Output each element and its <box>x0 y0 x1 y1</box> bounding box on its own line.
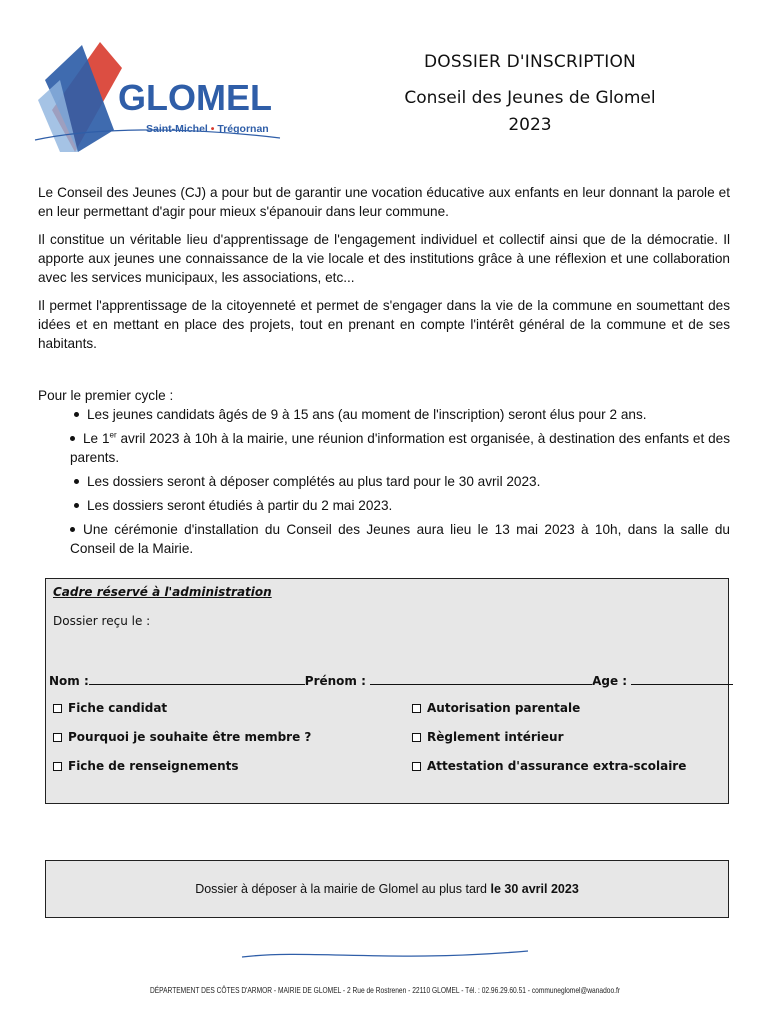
checkbox-icon[interactable] <box>412 704 421 713</box>
bullet-icon <box>74 479 79 484</box>
checkbox-icon[interactable] <box>53 704 62 713</box>
intro-paragraph-1: Le Conseil des Jeunes (CJ) a pour but de garantir une vocation éducative aux enfants en leur donnant la parole et en leur permettant d'agir pour mieux s'épanouir dans leur commune. <box>38 185 730 219</box>
logo-name: GLOMEL <box>118 77 272 118</box>
received-date-label: Dossier reçu le : <box>53 614 151 628</box>
intro-paragraph-3: Il permet l'apprentissage de la citoyenneté et permet de s'engager dans la vie de la commune en soumettant des idées et en mettant en place des projets, tout en prenant en compte l'intérêt général de la commune et de ses habitants. <box>38 298 730 351</box>
bullet-icon <box>74 412 79 417</box>
logo-subtitle-left: Saint-Michel <box>146 123 208 135</box>
checklist-item-attestation[interactable]: Attestation d'assurance extra-scolaire <box>412 759 686 773</box>
prenom-label: Prénom : <box>304 674 366 688</box>
footer-contact: DÉPARTEMENT DES CÔTES D'ARMOR - MAIRIE DE GLOMEL - 2 Rue de Rostrenen - 22110 GLOMEL - Tél. : 02.96.29.60.51 - communeglomel@wanadoo.fr <box>149 985 621 995</box>
list-item: Une cérémonie d'installation du Conseil des Jeunes aura lieu le 13 mai 2023 à 10h, dans la salle du Conseil de la Mairie. <box>70 522 730 556</box>
cycle-list <box>70 405 730 563</box>
deadline-notice: Dossier à déposer à la mairie de Glomel au plus tard le 30 avril 2023 <box>45 860 729 918</box>
glomel-logo <box>30 40 300 155</box>
logo-subtitle-sep: • <box>210 123 215 135</box>
age-field[interactable] <box>631 672 733 685</box>
decorative-wave <box>240 945 530 967</box>
age-label: Age : <box>592 674 628 688</box>
checkbox-icon[interactable] <box>53 762 62 771</box>
checklist-item-pourquoi[interactable]: Pourquoi je souhaite être membre ? <box>53 730 311 744</box>
list-item: Les dossiers seront étudiés à partir du 2 mai 2023. <box>74 496 730 515</box>
nom-label: Nom : <box>49 674 89 688</box>
bullet-icon <box>70 436 75 441</box>
checklist-item-autorisation[interactable]: Autorisation parentale <box>412 701 580 715</box>
bullet-icon <box>74 503 79 508</box>
svg-text:Saint-Michel • Trégorn <box>146 123 269 135</box>
checklist-item-fiche-candidat[interactable]: Fiche candidat <box>53 701 167 715</box>
intro-paragraph-2: Il constitue un véritable lieu d'apprentissage de l'engagement individuel et collectif ainsi que de la démocratie. Il apporte aux jeunes une connaissance de la vie locale et des institutions grâce à une réflexion et une collaboration avec les services municipaux, les associations, etc... <box>38 232 730 285</box>
checklist-item-fiche-renseignements[interactable]: Fiche de renseignements <box>53 759 239 773</box>
logo-subtitle-right: Trégornan <box>217 123 269 135</box>
prenom-field[interactable] <box>370 672 592 685</box>
checkbox-icon[interactable] <box>412 733 421 742</box>
admin-title: Cadre réservé à l'administration <box>53 585 272 599</box>
list-item: Les jeunes candidats âgés de 9 à 15 ans (au moment de l'inscription) seront élus pour 2 ans. <box>74 405 730 424</box>
nom-field[interactable] <box>89 672 305 685</box>
list-item: Le 1er avril 2023 à 10h à la mairie, une réunion d'information est organisée, à destination des enfants et des parents. <box>70 430 730 465</box>
checklist-item-reglement[interactable]: Règlement intérieur <box>412 730 563 744</box>
document-title: DOSSIER D'INSCRIPTION <box>424 52 636 72</box>
checkbox-icon[interactable] <box>412 762 421 771</box>
identity-fields <box>49 672 733 688</box>
bullet-icon <box>70 527 75 532</box>
list-item: Les dossiers seront à déposer complétés au plus tard pour le 30 avril 2023. <box>74 472 730 491</box>
deadline-date: le 30 avril 2023 <box>490 882 579 896</box>
document-subtitle: Conseil des Jeunes de Glomel <box>404 88 656 108</box>
checkbox-icon[interactable] <box>53 733 62 742</box>
document-year: 2023 <box>508 115 552 135</box>
cycle-title: Pour le premier cycle : <box>38 388 174 403</box>
admin-box <box>45 578 729 804</box>
